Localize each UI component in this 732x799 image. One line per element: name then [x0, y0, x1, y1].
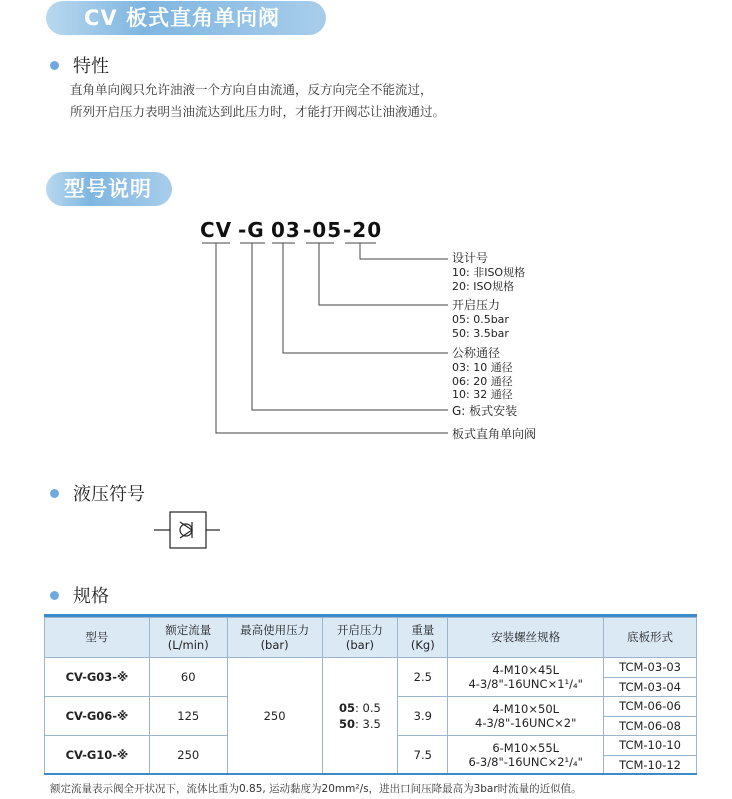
anno-design-item-2: 20: ISO规格	[452, 279, 515, 293]
anno-type	[452, 426, 536, 442]
anno-pressure-item-2: 50: 3.5bar	[452, 326, 509, 340]
features-line-2: 所列开启压力表明当油流达到此压力时，才能打开阀芯让油液通过。	[70, 104, 446, 119]
bullet-dot-icon	[50, 591, 59, 600]
cell-weight: 2.5	[398, 658, 448, 697]
cell-weight: 3.9	[398, 697, 448, 736]
bullet-dot-icon	[50, 489, 59, 498]
table-bottom-border	[44, 773, 697, 775]
cell-cracking: 05: 0.5 50: 3.5	[322, 658, 398, 775]
anno-pressure	[452, 297, 509, 340]
table-row	[45, 658, 697, 678]
anno-pressure-head: 开启压力	[452, 298, 501, 312]
cell-screws: 4-M10×45L 4-3/8"-16UNC×1¹/₄"	[448, 658, 604, 697]
cell-plate: TCM-10-10	[604, 736, 697, 756]
anno-design	[452, 250, 525, 293]
cell-flow: 60	[149, 658, 227, 697]
spec-table	[44, 617, 697, 775]
anno-size-item-2: 06: 20 通径	[452, 374, 513, 388]
cell-plate: TCM-10-12	[604, 755, 697, 775]
col-header-max-pressure: 最高使用压力 (bar)	[227, 618, 322, 658]
model-heading: 型号说明	[46, 172, 172, 206]
spec-heading-text: 规格	[73, 586, 109, 607]
anno-type-head: 板式直角单向阀	[452, 427, 537, 441]
col-header-plate: 底板形式	[604, 618, 697, 658]
cell-plate: TCM-03-03	[604, 658, 697, 678]
cell-screws: 6-M10×55L 6-3/8"-16UNC×2¹/₄"	[448, 736, 604, 775]
page-title: CV 板式直角单向阀	[46, 1, 326, 35]
cell-model: CV-G10-※	[45, 736, 150, 775]
cell-weight: 7.5	[398, 736, 448, 775]
anno-design-item-1: 10: 非ISO规格	[452, 266, 526, 279]
code-part-size: 03	[271, 218, 301, 242]
cell-plate: TCM-06-08	[604, 716, 697, 736]
col-header-flow: 额定流量 (L/min)	[149, 618, 227, 658]
spec-footnote: 额定流量表示阀全开状况下，流体比重为0.85, 运动黏度为20mm²/s，进出口间压降最高为3bar时流量的近似值。	[50, 783, 582, 795]
features-line-1: 直角单向阀只允许油液一个方向自由流通，反方向完全不能流过，	[70, 82, 433, 97]
anno-size-item-3: 10: 32 通径	[452, 388, 513, 401]
cell-screws: 4-M10×50L 4-3/8"-16UNC×2"	[448, 697, 604, 736]
symbol-heading-text: 液压符号	[73, 484, 145, 505]
code-part-g: -G	[238, 218, 265, 242]
symbol-heading	[50, 480, 145, 506]
spec-heading	[50, 582, 109, 608]
anno-pressure-item-1: 05: 0.5bar	[452, 313, 509, 326]
anno-design-head: 设计号	[452, 251, 489, 265]
table-header-row	[45, 618, 697, 658]
cell-model: CV-G03-※	[45, 658, 150, 697]
col-header-screws: 安装螺丝规格	[448, 618, 604, 658]
cell-plate: TCM-03-04	[604, 677, 697, 697]
col-header-cracking: 开启压力 (bar)	[322, 618, 398, 658]
col-header-model: 型号	[45, 618, 150, 658]
cell-flow: 125	[149, 697, 227, 736]
cell-model: CV-G06-※	[45, 697, 150, 736]
features-heading-text: 特性	[73, 56, 109, 77]
anno-size-head: 公称通径	[452, 346, 501, 360]
code-part-cv: CV	[200, 218, 233, 242]
anno-size-item-1: 03: 10 通径	[452, 361, 513, 374]
cell-flow: 250	[149, 736, 227, 775]
check-valve-symbol-icon	[150, 508, 230, 552]
cell-max-pressure: 250	[227, 658, 322, 775]
code-part-pressure: -05	[303, 218, 343, 242]
cell-plate: TCM-06-06	[604, 697, 697, 717]
col-header-weight: 重量 (Kg)	[398, 618, 448, 658]
code-part-design: -20	[343, 218, 383, 242]
anno-size	[452, 345, 513, 402]
anno-mount-head: G: 板式安装	[452, 404, 518, 418]
anno-mount	[452, 403, 517, 419]
